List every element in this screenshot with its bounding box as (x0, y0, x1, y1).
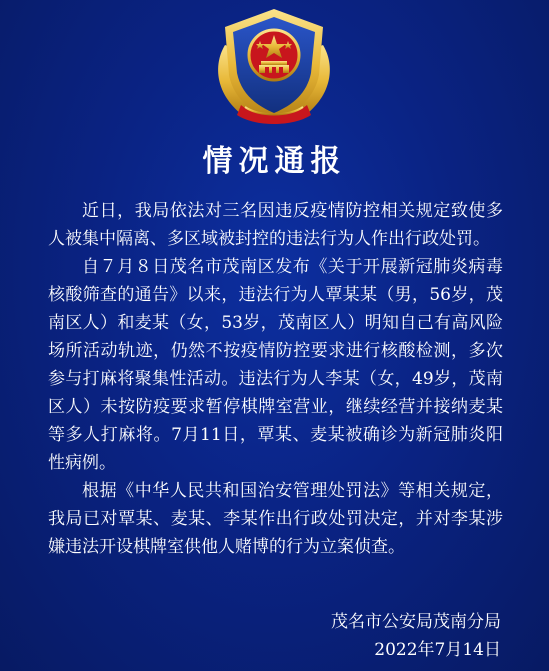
police-emblem-icon (205, 5, 343, 133)
notice-title: 情况通报 (202, 144, 347, 179)
notice-paragraph: 根据《中华人民共和国治安管理处罚法》等相关规定，我局已对覃某、麦某、李某作出行政处罚决定，并对李某涉嫌违法开设棋牌室供他人赌博的行为立案侦查。 (48, 481, 503, 557)
issuer-name: 茂名市公安局茂南分局 (331, 612, 501, 632)
notice-paragraph: 近日，我局依法对三名因违反疫情防控相关规定致使多人被集中隔离、多区域被封控的违法行为人作出行政处罚。 (48, 201, 503, 249)
notice-paragraph: 自７月８日茂名市茂南区发布《关于开展新冠肺炎病毒核酸筛查的通告》以来，违法行为人覃某某（男，56岁，茂南区人）和麦某（女，53岁，茂南区人）明知自己有高风险场所活动轨迹，仍然不按疫情防控要求进行核酸检测，多次参与打麻将聚集性活动。违法行为人李某（女，49岁，茂南区人）未按防疫要求暂停棋牌室营业，继续经营并接纳麦某等多人打麻将。7月11日，覃某、麦某被确诊为新冠肺炎阳性病例。 (48, 257, 503, 473)
issue-date: 2022年7月14日 (374, 640, 501, 660)
notice-body (48, 197, 503, 561)
signature-block (331, 608, 501, 664)
